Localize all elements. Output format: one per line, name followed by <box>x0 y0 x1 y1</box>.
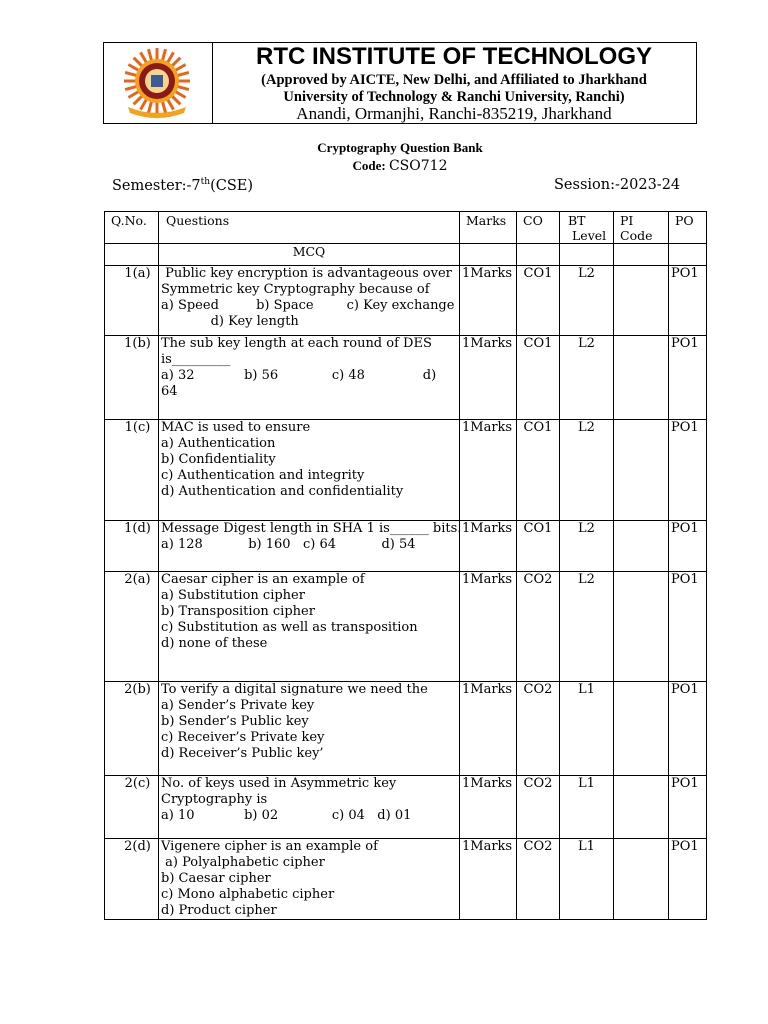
question-row <box>105 266 707 336</box>
question-stem: Vigenere cipher is an example of <box>161 839 378 854</box>
question-line: d) Key length <box>161 314 299 329</box>
pi-code-cell <box>614 521 669 572</box>
question-line: a) 128 b) 160 c) 64 d) 54 <box>161 537 416 552</box>
approval-line-2: University of Technology & Ranchi University, Ranchi) <box>283 89 625 105</box>
marks-cell: 1Marks <box>460 839 517 920</box>
pi-code-cell <box>614 266 669 336</box>
question-text <box>159 776 460 839</box>
po-cell: PO1 <box>669 572 707 682</box>
logo-cell <box>104 43 213 123</box>
header-qno: Q.No. <box>105 212 159 244</box>
question-line: d) Receiver’s Public key’ <box>161 746 324 761</box>
approval-line-1: (Approved by AICTE, New Delhi, and Affiliated to Jharkhand <box>261 72 647 88</box>
pi-code-cell <box>614 776 669 839</box>
question-text <box>159 420 460 521</box>
institute-approval <box>212 72 696 106</box>
marks-cell: 1Marks <box>460 682 517 776</box>
institute-logo-icon <box>122 47 192 119</box>
bt-level-cell: L2 <box>560 420 614 521</box>
header-pi-line1: PI <box>620 213 634 228</box>
co-cell: CO1 <box>517 266 560 336</box>
bt-level-cell: L1 <box>560 839 614 920</box>
institute-name: RTC INSTITUTE OF TECHNOLOGY <box>256 43 652 70</box>
marks-cell: 1Marks <box>460 776 517 839</box>
question-row <box>105 336 707 420</box>
bt-level-cell: L1 <box>560 682 614 776</box>
course-code <box>0 158 768 174</box>
semester-info <box>112 177 253 194</box>
question-line: b) Sender’s Public key <box>161 714 309 729</box>
question-stem: MAC is used to ensure <box>161 420 311 435</box>
marks-cell: 1Marks <box>460 266 517 336</box>
question-line: d) none of these <box>161 636 268 651</box>
course-code-label: Code: <box>352 158 386 173</box>
po-cell: PO1 <box>669 336 707 420</box>
question-line: c) Receiver’s Private key <box>161 730 325 745</box>
question-stem: No. of keys used in Asymmetric key <box>161 776 397 791</box>
question-number: 2(b) <box>105 682 159 776</box>
pi-code-cell <box>614 682 669 776</box>
co-cell: CO2 <box>517 572 560 682</box>
pi-code-cell <box>614 572 669 682</box>
question-line: a) Sender’s Private key <box>161 698 315 713</box>
question-text <box>159 839 460 920</box>
marks-cell: 1Marks <box>460 572 517 682</box>
question-line: a) 32 b) 56 c) 48 d) <box>161 368 437 383</box>
co-cell: CO2 <box>517 776 560 839</box>
question-line: c) Substitution as well as transposition <box>161 620 418 635</box>
semester-prefix: Semester:-7 <box>112 177 201 194</box>
section-cell-empty <box>517 244 560 266</box>
question-row <box>105 839 707 920</box>
po-cell: PO1 <box>669 839 707 920</box>
question-number: 1(d) <box>105 521 159 572</box>
bt-level-cell: L1 <box>560 776 614 839</box>
institute-header <box>103 42 697 124</box>
po-cell: PO1 <box>669 682 707 776</box>
co-cell: CO1 <box>517 420 560 521</box>
po-cell: PO1 <box>669 420 707 521</box>
table-header-row <box>105 212 707 244</box>
question-number: 2(d) <box>105 839 159 920</box>
header-bt-line2: Level <box>572 228 607 243</box>
bt-level-cell: L2 <box>560 521 614 572</box>
semester-suffix: (CSE) <box>210 177 253 194</box>
po-cell: PO1 <box>669 521 707 572</box>
co-cell: CO2 <box>517 839 560 920</box>
header-bt-line1: BT <box>568 213 586 228</box>
section-cell-empty <box>560 244 614 266</box>
question-line: a) 10 b) 02 c) 04 d) 01 <box>161 808 412 823</box>
question-stem: Public key encryption is advantageous over <box>161 266 452 281</box>
section-cell-empty <box>460 244 517 266</box>
semester-sup: th <box>200 177 211 187</box>
institute-address: Anandi, Ormanjhi, Ranchi-835219, Jharkhand <box>296 104 612 123</box>
question-line: d) Product cipher <box>161 903 277 918</box>
question-row <box>105 682 707 776</box>
bt-level-cell: L2 <box>560 572 614 682</box>
document-title: Cryptography Question Bank <box>317 140 483 155</box>
question-line: is_________ <box>161 352 231 367</box>
question-line: b) Confidentiality <box>161 452 276 467</box>
pi-code-cell <box>614 420 669 521</box>
question-stem: The sub key length at each round of DES <box>161 336 432 351</box>
question-text <box>159 682 460 776</box>
section-row-mcq <box>105 244 707 266</box>
bt-level-cell: L2 <box>560 266 614 336</box>
question-text <box>159 266 460 336</box>
question-line: a) Polyalphabetic cipher <box>161 855 325 870</box>
po-cell: PO1 <box>669 776 707 839</box>
question-line: d) Authentication and confidentiality <box>161 484 404 499</box>
header-co: CO <box>517 212 560 244</box>
marks-cell: 1Marks <box>460 521 517 572</box>
question-line: Symmetric key Cryptography because of <box>161 282 430 297</box>
co-cell: CO2 <box>517 682 560 776</box>
pi-code-cell <box>614 839 669 920</box>
section-cell-empty <box>669 244 707 266</box>
question-row <box>105 521 707 572</box>
marks-cell: 1Marks <box>460 336 517 420</box>
question-line: c) Authentication and integrity <box>161 468 365 483</box>
question-line: a) Speed b) Space c) Key exchange <box>161 298 455 313</box>
header-po: PO <box>669 212 707 244</box>
header-marks: Marks <box>460 212 517 244</box>
question-line: 64 <box>161 384 178 399</box>
po-cell: PO1 <box>669 266 707 336</box>
course-code-value: CSO712 <box>388 158 448 174</box>
section-cell-empty <box>105 244 159 266</box>
question-table <box>104 211 707 920</box>
question-text <box>159 521 460 572</box>
question-line: a) Substitution cipher <box>161 588 305 603</box>
question-number: 1(b) <box>105 336 159 420</box>
question-number: 1(a) <box>105 266 159 336</box>
co-cell: CO1 <box>517 521 560 572</box>
question-stem: Message Digest length in SHA 1 is______ bits. <box>161 521 462 536</box>
section-label: MCQ <box>159 244 460 266</box>
question-number: 2(a) <box>105 572 159 682</box>
session-info: Session:-2023-24 <box>554 177 681 193</box>
question-text <box>159 572 460 682</box>
bt-level-cell: L2 <box>560 336 614 420</box>
question-row <box>105 572 707 682</box>
question-number: 1(c) <box>105 420 159 521</box>
question-line: c) Mono alphabetic cipher <box>161 887 335 902</box>
question-line: Cryptography is <box>161 792 268 807</box>
question-row <box>105 420 707 521</box>
question-stem: To verify a digital signature we need the <box>161 682 428 697</box>
pi-code-cell <box>614 336 669 420</box>
question-text <box>159 336 460 420</box>
co-cell: CO1 <box>517 336 560 420</box>
header-pi-line2: Code <box>620 228 653 243</box>
section-cell-empty <box>614 244 669 266</box>
question-line: a) Authentication <box>161 436 276 451</box>
header-questions: Questions <box>159 212 460 244</box>
question-stem: Caesar cipher is an example of <box>161 572 365 587</box>
question-line: b) Caesar cipher <box>161 871 271 886</box>
question-number: 2(c) <box>105 776 159 839</box>
question-row <box>105 776 707 839</box>
question-line: b) Transposition cipher <box>161 604 315 619</box>
marks-cell: 1Marks <box>460 420 517 521</box>
header-pi-code <box>614 212 669 244</box>
header-bt-level <box>560 212 614 244</box>
